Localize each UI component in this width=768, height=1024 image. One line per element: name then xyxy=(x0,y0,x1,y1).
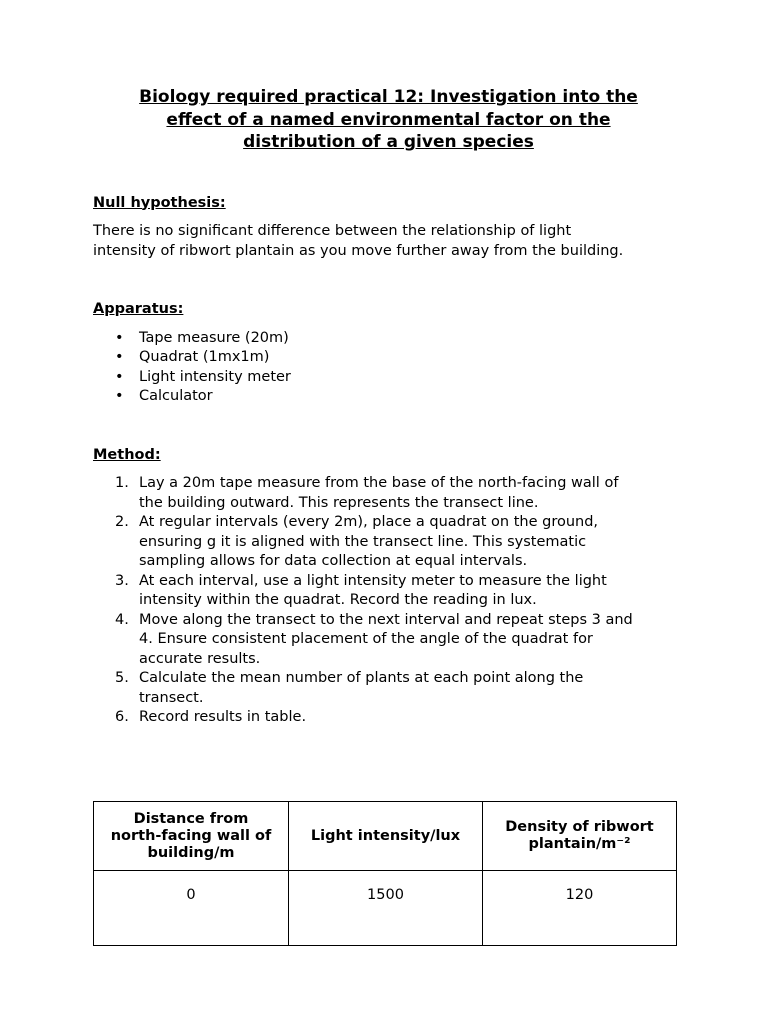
bullet-icon: • xyxy=(115,329,124,346)
table-header-row xyxy=(94,802,677,871)
list-item: • Tape measure (20m) xyxy=(93,329,678,349)
list-item: 2. At regular intervals (every 2m), place a quadrat on the ground, ensuring g it is aligned with the transect line. This systematic sampling allows for data collection at equal intervals. xyxy=(115,514,599,569)
list-item: 3. At each interval, use a light intensity meter to measure the light intensity within the quadrat. Record the reading in lux. xyxy=(115,572,607,608)
apparatus-heading: Apparatus: xyxy=(93,301,184,317)
column-header-distance: Distance from north-facing wall of building/m xyxy=(94,802,289,871)
document-page xyxy=(93,86,678,728)
null-hypothesis-heading: Null hypothesis: xyxy=(93,194,226,211)
method-list xyxy=(93,474,678,728)
list-item: 4. Move along the transect to the next interval and repeat steps 3 and 4. Ensure consistent placement of the angle of the quadrat for accurate results. xyxy=(115,611,633,667)
table-row xyxy=(94,871,677,946)
method-heading: Method: xyxy=(93,446,161,463)
column-header-density: Density of ribwort plantain/m⁻² xyxy=(483,802,677,871)
bullet-icon: • xyxy=(115,388,124,404)
apparatus-list xyxy=(93,329,678,407)
column-header-light-intensity: Light intensity/lux xyxy=(289,802,483,871)
table-cell: 1500 xyxy=(289,871,483,946)
bullet-icon: • xyxy=(115,349,124,365)
list-item: 1. Lay a 20m tape measure from the base of the north-facing wall of the building outward. This represents the transect line. xyxy=(115,475,619,511)
list-item: 5. Calculate the mean number of plants at each point along the transect. xyxy=(115,670,584,706)
table-cell: 0 xyxy=(94,871,289,946)
list-item: • Light intensity meter xyxy=(93,368,678,388)
bullet-icon: • xyxy=(115,368,124,385)
table-cell: 120 xyxy=(483,871,677,946)
list-item: • Calculator xyxy=(93,387,678,407)
results-table xyxy=(93,801,677,946)
document-title: Biology required practical 12: Investigation into the effect of a named environmental factor on the distribution of a given species xyxy=(139,87,638,152)
list-item: • Quadrat (1mx1m) xyxy=(93,348,678,368)
list-item: 6. Record results in table. xyxy=(115,709,307,725)
null-hypothesis-text: There is no significant difference between the relationship of light intensity of ribwort plantain as you move further away from the building. xyxy=(93,223,624,259)
